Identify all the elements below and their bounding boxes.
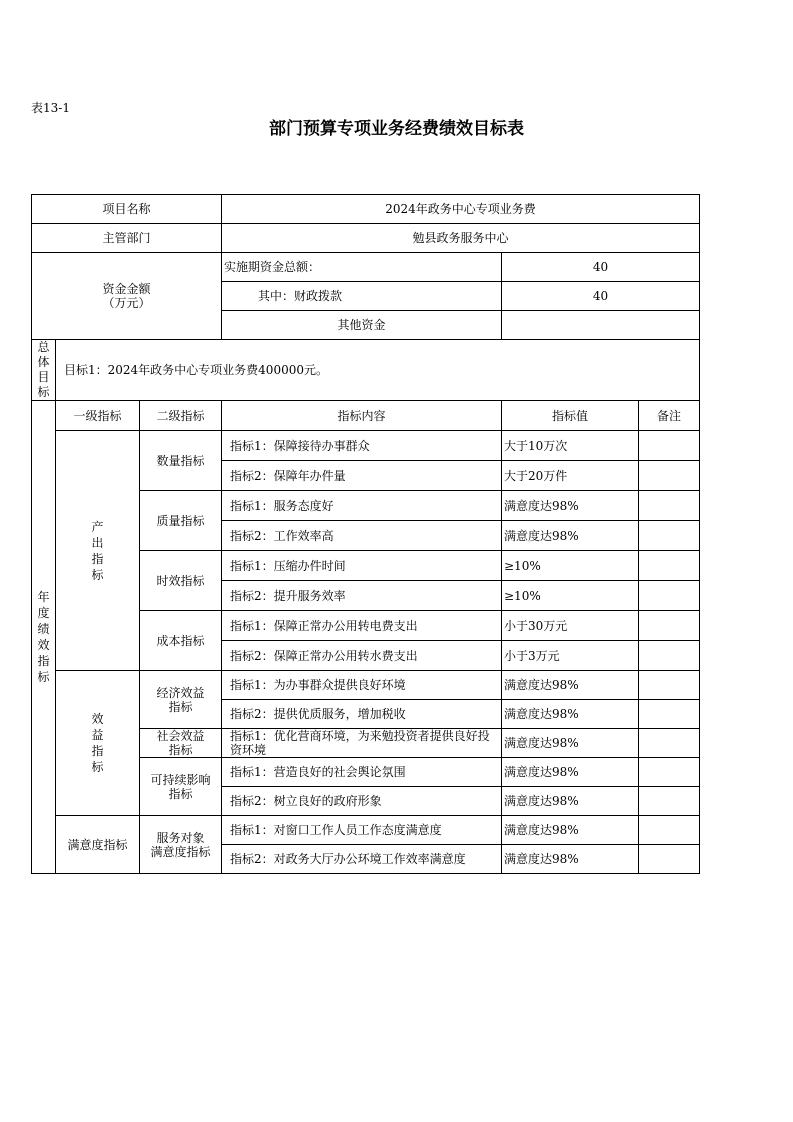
- indicator-remark: [639, 611, 700, 641]
- indicator-remark: [639, 431, 700, 461]
- indicator-remark: [639, 845, 700, 874]
- indicator-value: 小于3万元: [502, 641, 639, 671]
- indicator-remark: [639, 816, 700, 845]
- indicator-content: 指标1：为办事群众提供良好环境: [222, 671, 502, 700]
- indicator-content: 指标2：树立良好的政府形象: [222, 787, 502, 816]
- table-row: [32, 671, 700, 700]
- header-remark: 备注: [639, 401, 700, 431]
- indicator-value: 满意度达98%: [502, 521, 639, 551]
- indicator-value: 满意度达98%: [502, 729, 639, 758]
- department-value: 勉县政务服务中心: [222, 224, 700, 253]
- level2-economic: 经济效益 指标: [140, 671, 222, 729]
- overall-goal-label: 总 体 目 标: [32, 340, 56, 401]
- indicator-remark: [639, 758, 700, 787]
- indicator-remark: [639, 700, 700, 729]
- indicator-remark: [639, 521, 700, 551]
- header-content: 指标内容: [222, 401, 502, 431]
- indicator-content: 指标1：对窗口工作人员工作态度满意度: [222, 816, 502, 845]
- funds-total-value: 40: [502, 253, 700, 282]
- funds-fiscal-label: 其中：财政拨款: [222, 282, 502, 311]
- indicator-value: 满意度达98%: [502, 845, 639, 874]
- indicator-value: 满意度达98%: [502, 671, 639, 700]
- indicator-value: ≥10%: [502, 581, 639, 611]
- level1-output: 产 出 指 标: [56, 431, 140, 671]
- indicator-remark: [639, 551, 700, 581]
- indicator-content: 指标2：保障年办件量: [222, 461, 502, 491]
- level2-quality: 质量指标: [140, 491, 222, 551]
- indicator-remark: [639, 671, 700, 700]
- indicator-content: 指标2：保障正常办公用转水费支出: [222, 641, 502, 671]
- level1-benefit: 效 益 指 标: [56, 671, 140, 816]
- indicator-value: 大于10万次: [502, 431, 639, 461]
- annual-indicator-label: 年 度 绩 效 指 标: [32, 401, 56, 874]
- indicator-content: 指标1：优化营商环境，为来勉投资者提供良好投资环境: [222, 729, 502, 758]
- indicator-value: 满意度达98%: [502, 787, 639, 816]
- project-name-value: 2024年政务中心专项业务费: [222, 195, 700, 224]
- indicator-content: 指标1：保障接待办事群众: [222, 431, 502, 461]
- level2-sustainable: 可持续影响 指标: [140, 758, 222, 816]
- project-name-label: 项目名称: [32, 195, 222, 224]
- header-level1: 一级指标: [56, 401, 140, 431]
- header-level2: 二级指标: [140, 401, 222, 431]
- indicator-content: 指标2：对政务大厅办公环境工作效率满意度: [222, 845, 502, 874]
- funds-total-label: 实施期资金总额：: [222, 253, 502, 282]
- indicator-content: 指标1：保障正常办公用转电费支出: [222, 611, 502, 641]
- funds-total-row: [32, 253, 700, 282]
- funds-fiscal-value: 40: [502, 282, 700, 311]
- funds-label: 资金金额: [102, 282, 151, 296]
- indicator-value: ≥10%: [502, 551, 639, 581]
- department-row: [32, 224, 700, 253]
- funds-other-value: [502, 311, 700, 340]
- level2-cost: 成本指标: [140, 611, 222, 671]
- funds-unit: （万元）: [102, 296, 151, 310]
- indicator-content: 指标1：营造良好的社会舆论氛围: [222, 758, 502, 787]
- indicator-content: 指标1：压缩办件时间: [222, 551, 502, 581]
- indicator-value: 满意度达98%: [502, 491, 639, 521]
- department-label: 主管部门: [32, 224, 222, 253]
- indicator-value: 小于30万元: [502, 611, 639, 641]
- overall-goal-text: 目标1：2024年政务中心专项业务费400000元。: [56, 340, 700, 401]
- indicator-value: 满意度达98%: [502, 758, 639, 787]
- overall-goal-row: [32, 340, 700, 401]
- indicator-content: 指标2：工作效率高: [222, 521, 502, 551]
- page-title: 部门预算专项业务经费绩效目标表: [269, 119, 524, 139]
- level2-quantity: 数量指标: [140, 431, 222, 491]
- funds-other-label: 其他资金: [222, 311, 502, 340]
- project-name-row: [32, 195, 700, 224]
- level2-timeliness: 时效指标: [140, 551, 222, 611]
- indicator-remark: [639, 461, 700, 491]
- header-row: [32, 401, 700, 431]
- table-row: [32, 431, 700, 461]
- indicator-remark: [639, 787, 700, 816]
- table-number: 表13-1: [31, 101, 70, 115]
- funds-label-cell: [32, 253, 222, 340]
- level1-satisfaction: 满意度指标: [56, 816, 140, 874]
- level2-service: 服务对象 满意度指标: [140, 816, 222, 874]
- performance-target-table: [31, 194, 700, 874]
- indicator-content: 指标2：提供优质服务，增加税收: [222, 700, 502, 729]
- level2-social: 社会效益 指标: [140, 729, 222, 758]
- indicator-remark: [639, 581, 700, 611]
- indicator-value: 满意度达98%: [502, 700, 639, 729]
- indicator-remark: [639, 491, 700, 521]
- header-value: 指标值: [502, 401, 639, 431]
- indicator-value: 大于20万件: [502, 461, 639, 491]
- indicator-content: 指标1：服务态度好: [222, 491, 502, 521]
- indicator-content: 指标2：提升服务效率: [222, 581, 502, 611]
- indicator-remark: [639, 729, 700, 758]
- table-row: [32, 816, 700, 845]
- indicator-remark: [639, 641, 700, 671]
- indicator-value: 满意度达98%: [502, 816, 639, 845]
